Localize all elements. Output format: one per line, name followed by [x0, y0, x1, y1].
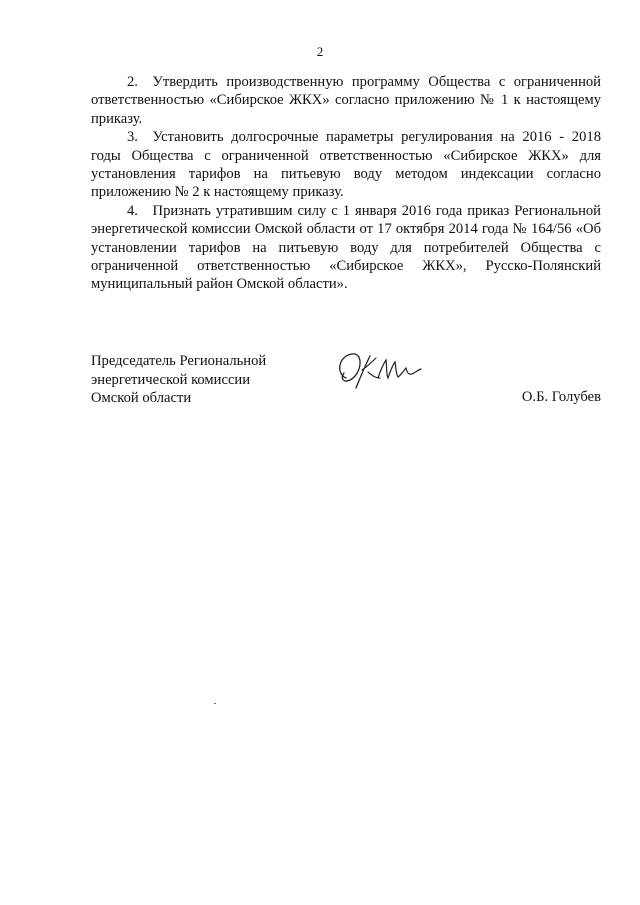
page-number: 2 [316, 44, 324, 59]
order-item-3: 3. Установить долгосрочные параметры регулирования на 2016 - 2018 годы Общества с ограниченной ответственностью «Сибирское ЖКХ» для установления тарифов на питьевую воду методом индексации согласно приложению № 2 к настоящему приказу. [91, 129, 601, 201]
signature-block [91, 352, 601, 422]
signer-position-line: Председатель Региональной [91, 353, 267, 369]
signer-position-line: энергетической комиссии [91, 371, 251, 388]
signer-name: О.Б. Голубев [521, 389, 601, 405]
order-item-4: 4. Признать утратившим силу с 1 января 2016 года приказ Региональной энергетической комиссии Омской области от 17 октября 2014 года № 164/56 «Об установлении тарифов на питьевую воду для потребителей Общества с ограниченной ответственностью «Сибирское ЖКХ», Русско-Полянский муниципальный район Омской области». [91, 202, 601, 293]
scan-speck [214, 703, 216, 704]
order-body [91, 73, 601, 294]
signer-position-line: Омской области [91, 390, 192, 407]
handwritten-signature [332, 348, 424, 394]
order-item-2: 2. Утвердить производственную программу Общества с ограниченной ответственностью «Сибирское ЖКХ» согласно приложению № 1 к настоящему приказу. [91, 74, 601, 127]
signer-position [91, 352, 266, 408]
